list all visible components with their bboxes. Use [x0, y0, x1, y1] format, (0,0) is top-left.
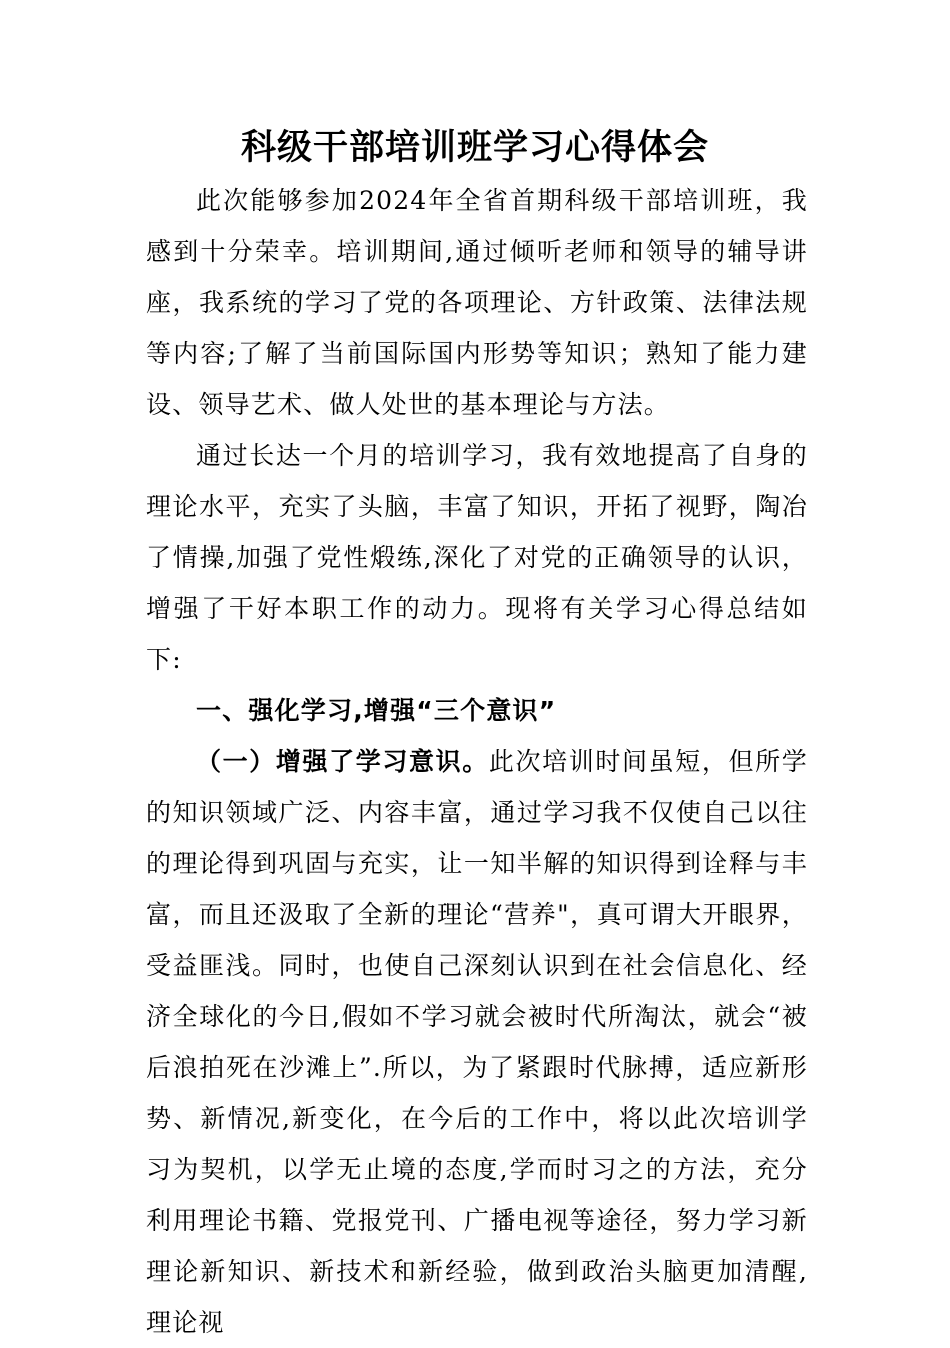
document-body	[146, 175, 808, 1348]
document-title: 科级干部培训班学习心得体会	[240, 127, 709, 168]
section-heading: 一、强化学习,增强“三个意识”	[196, 696, 557, 725]
paragraph-summary: 通过长达一个月的培训学习，我有效地提高了自身的理论水平，充实了头脑，丰富了知识，开拓了视野，陶冶了情操,加强了党性煅练,深化了对党的正确领导的认识，增强了干好本职工作的动力。现将有关学习心得总结如下:	[146, 441, 808, 674]
subsection-paragraph	[146, 736, 808, 1348]
subsection-text: 此次培训时间虽短，但所学的知识领域广泛、内容丰富，通过学习我不仅使自己以往的理论得到巩固与充实，让一知半解的知识得到诠释与丰富，而且还汲取了全新的理论“营养"，真可谓大开眼界，受益匪浅。同时，也使自己深刻认识到在社会信息化、经济全球化的今日,假如不学习就会被时代所淘汰，就会“被后浪拍死在沙滩上”.所以，为了紧跟时代脉搏，适应新形势、新情况,新变化，在今后的工作中，将以此次培训学习为契机，以学无止境的态度,学而时习之的方法，充分利用理论书籍、党报党刊、广播电视等途径，努力学习新理论新知识、新技术和新经验，做到政治头脑更加清醒,理论视	[146, 747, 809, 1337]
paragraph-intro: 此次能够参加2024年全省首期科级干部培训班，我感到十分荣幸。培训期间,通过倾听老师和领导的辅导讲座，我系统的学习了党的各项理论、方针政策、法律法规等内容;了解了当前国际国内形势等知识；熟知了能力建设、领导艺术、做人处世的基本理论与方法。	[146, 186, 808, 419]
subsection-lead: （一）增强了学习意识。	[196, 747, 489, 776]
